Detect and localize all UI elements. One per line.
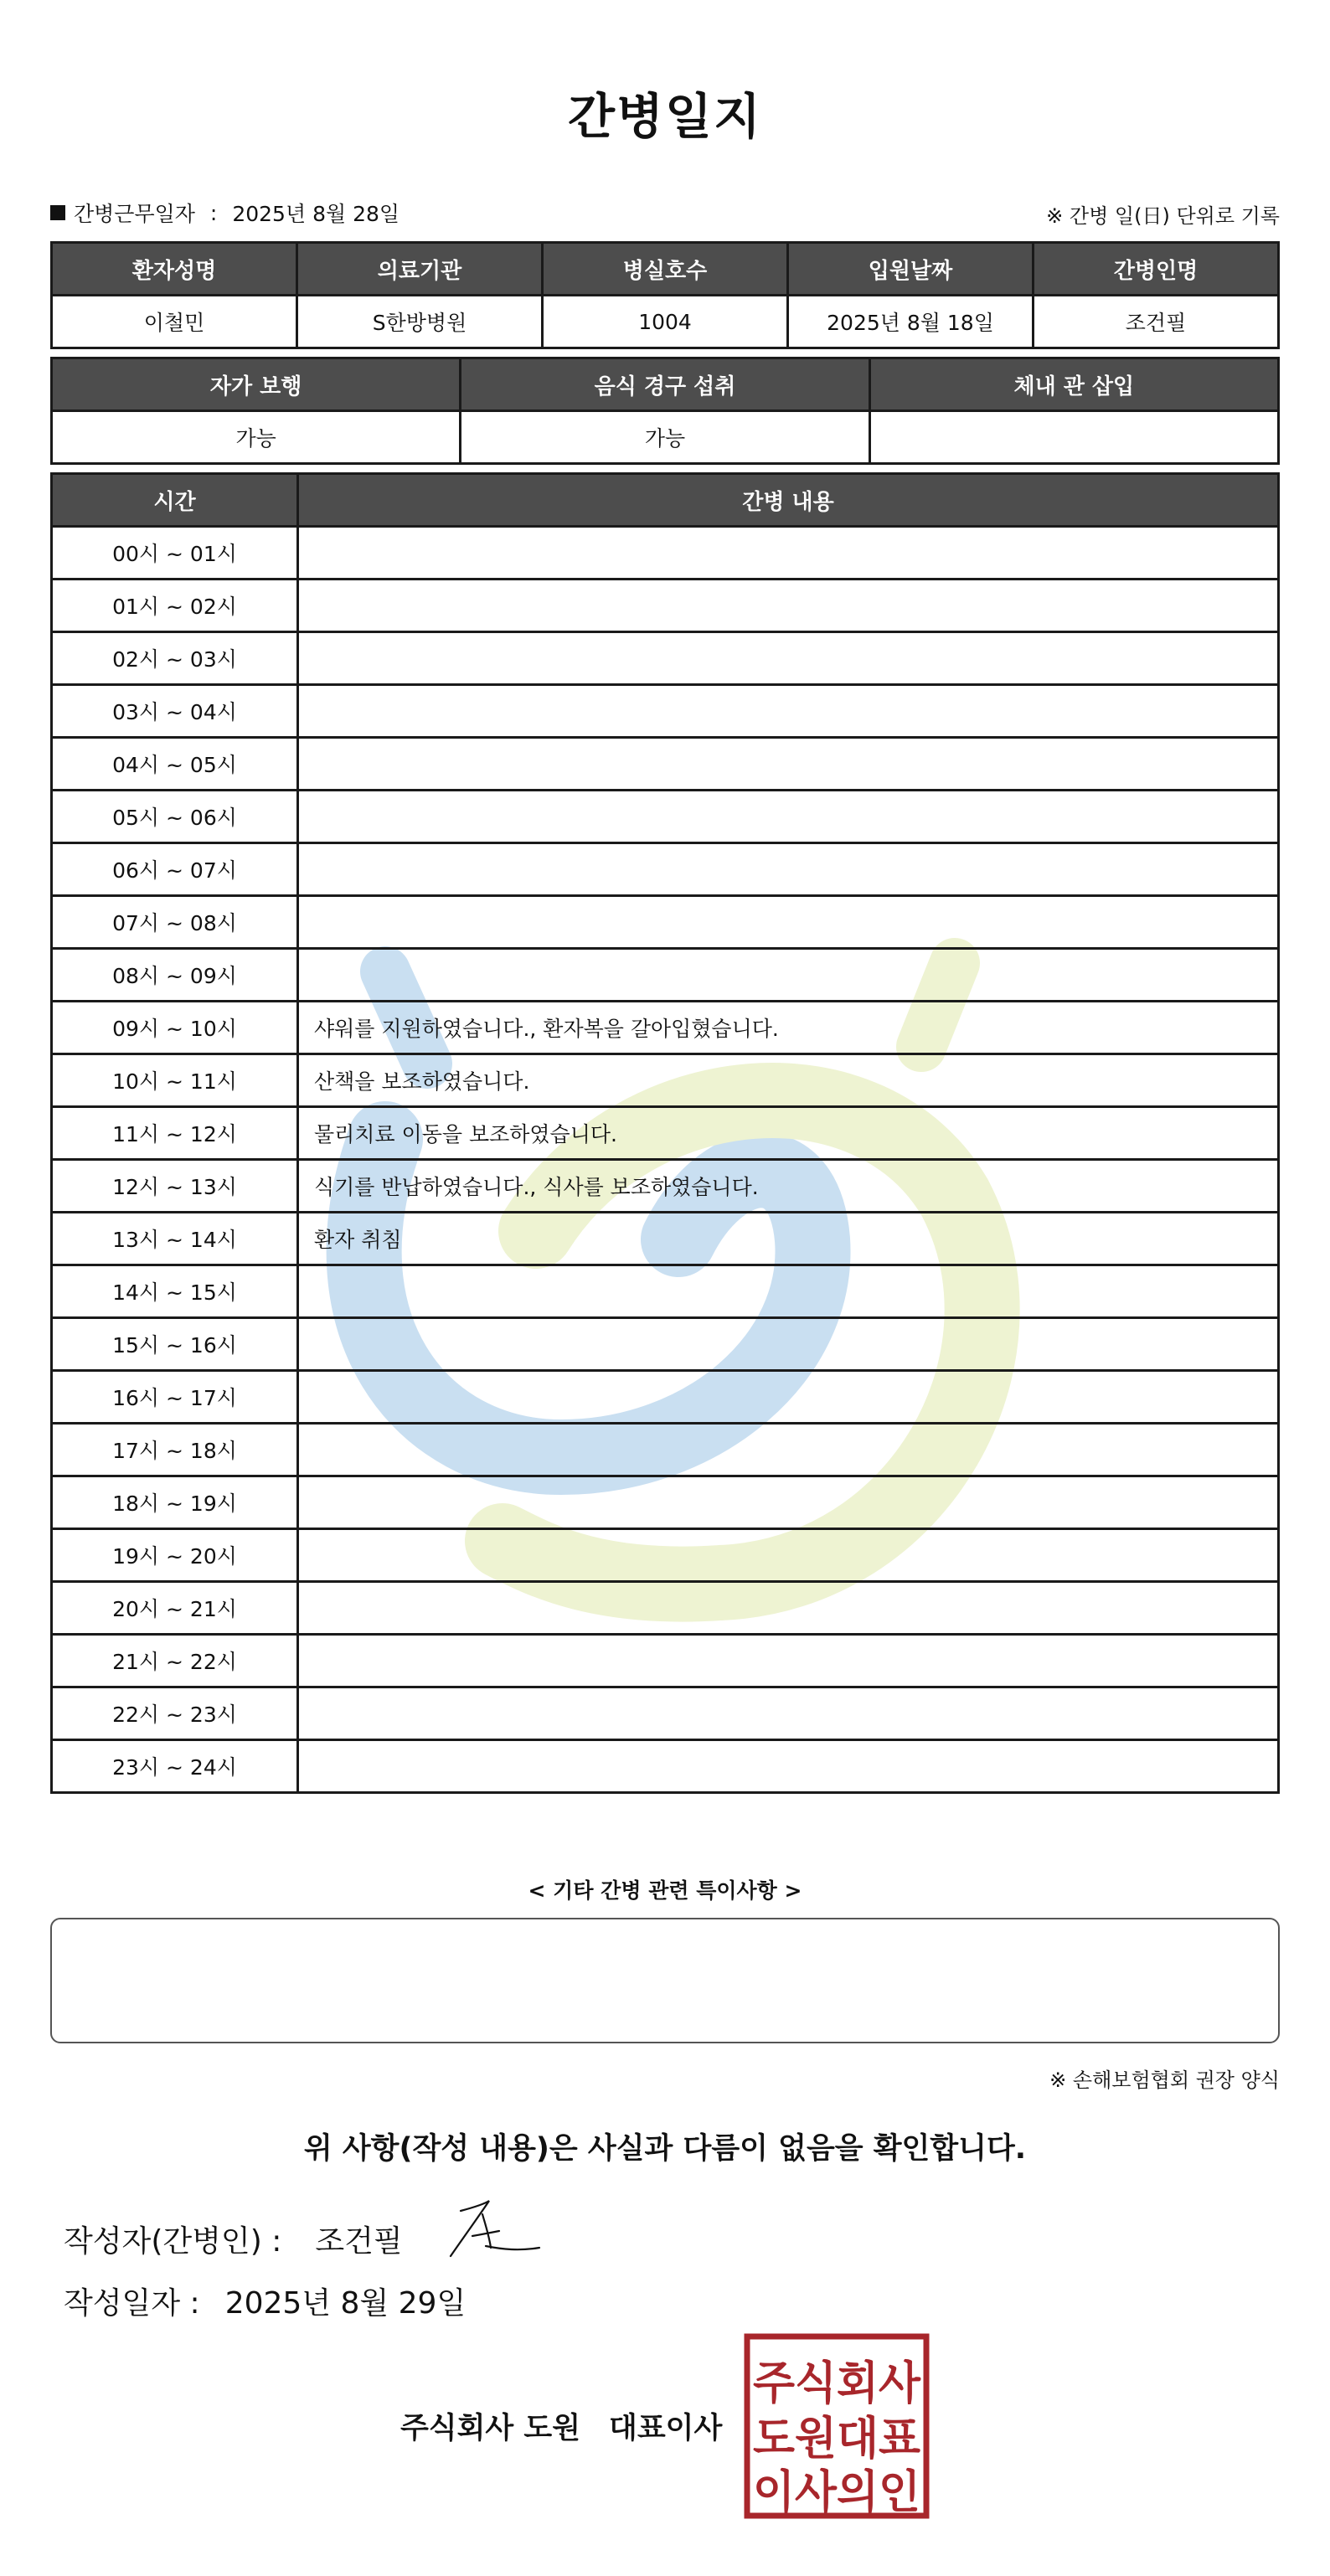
care-log-row bbox=[52, 685, 1279, 738]
care-log-row bbox=[52, 1371, 1279, 1424]
time-slot: 01시 ~ 02시 bbox=[52, 580, 298, 632]
company-name: 주식회사 도원 bbox=[400, 2412, 581, 2445]
writer-label: 작성자(간병인) : bbox=[64, 2224, 282, 2259]
care-content bbox=[298, 949, 1279, 1002]
care-log-row bbox=[52, 1054, 1279, 1107]
work-date-value: 2025년 8월 28일 bbox=[232, 202, 400, 226]
patient-info-table bbox=[50, 241, 1280, 349]
written-date-value: 2025년 8월 29일 bbox=[224, 2286, 467, 2321]
time-slot: 03시 ~ 04시 bbox=[52, 685, 298, 738]
time-slot: 16시 ~ 17시 bbox=[52, 1371, 298, 1424]
time-slot: 09시 ~ 10시 bbox=[52, 1002, 298, 1054]
care-content bbox=[298, 1687, 1279, 1740]
work-date bbox=[50, 198, 400, 228]
care-content: 환자 취침 bbox=[298, 1213, 1279, 1265]
time-slot: 14시 ~ 15시 bbox=[52, 1265, 298, 1318]
care-content bbox=[298, 896, 1279, 949]
room-number: 1004 bbox=[543, 296, 788, 348]
time-slot: 00시 ~ 01시 bbox=[52, 527, 298, 580]
work-date-separator: : bbox=[209, 200, 218, 225]
seal-line-1: 주식회사 bbox=[753, 2357, 921, 2409]
care-content bbox=[298, 738, 1279, 791]
hospital-name: S한방병원 bbox=[297, 296, 543, 348]
time-slot: 05시 ~ 06시 bbox=[52, 791, 298, 843]
care-content bbox=[298, 1582, 1279, 1635]
care-log-header-row bbox=[52, 474, 1279, 527]
patient-info-header-row bbox=[52, 243, 1279, 296]
time-slot: 02시 ~ 03시 bbox=[52, 632, 298, 685]
time-slot: 08시 ~ 09시 bbox=[52, 949, 298, 1002]
header-tube-insertion: 체내 관 삽입 bbox=[869, 358, 1278, 411]
care-log-row bbox=[52, 1582, 1279, 1635]
header-patient-name: 환자성명 bbox=[52, 243, 297, 296]
time-slot: 21시 ~ 22시 bbox=[52, 1635, 298, 1687]
care-log-row bbox=[52, 1002, 1279, 1054]
care-log-row bbox=[52, 1529, 1279, 1582]
care-log-table bbox=[50, 472, 1280, 1794]
care-log-row bbox=[52, 580, 1279, 632]
record-note: ※ 간병 일(日) 단위로 기록 bbox=[1046, 204, 1280, 228]
care-log-row bbox=[52, 896, 1279, 949]
admission-date: 2025년 8월 18일 bbox=[788, 296, 1034, 348]
header-hospital: 의료기관 bbox=[297, 243, 543, 296]
care-log-row bbox=[52, 1160, 1279, 1213]
seal-line-2: 도원대표 bbox=[753, 2412, 920, 2465]
care-content bbox=[298, 1740, 1279, 1793]
care-content bbox=[298, 1635, 1279, 1687]
confirmation-statement: 위 사항(작성 내용)은 사실과 다름이 없음을 확인합니다. bbox=[303, 2132, 1027, 2166]
care-log-row bbox=[52, 843, 1279, 896]
time-slot: 19시 ~ 20시 bbox=[52, 1529, 298, 1582]
care-content bbox=[298, 843, 1279, 896]
care-log-row bbox=[52, 1635, 1279, 1687]
care-content bbox=[298, 527, 1279, 580]
time-slot: 18시 ~ 19시 bbox=[52, 1476, 298, 1529]
care-log-row bbox=[52, 527, 1279, 580]
self-walking-value: 가능 bbox=[52, 411, 461, 464]
care-content: 샤워를 지원하였습니다., 환자복을 갈아입혔습니다. bbox=[298, 1002, 1279, 1054]
header-oral-intake: 음식 경구 섭취 bbox=[461, 358, 869, 411]
care-content: 산책을 보조하였습니다. bbox=[298, 1054, 1279, 1107]
patient-info-value-row bbox=[52, 296, 1279, 348]
care-content bbox=[298, 1529, 1279, 1582]
time-slot: 22시 ~ 23시 bbox=[52, 1687, 298, 1740]
writer-name: 조건필 bbox=[315, 2224, 403, 2259]
care-log-row bbox=[52, 1687, 1279, 1740]
care-log-row bbox=[52, 1213, 1279, 1265]
time-slot: 11시 ~ 12시 bbox=[52, 1107, 298, 1160]
handwritten-signature bbox=[436, 2192, 544, 2268]
time-slot: 07시 ~ 08시 bbox=[52, 896, 298, 949]
care-content bbox=[298, 1476, 1279, 1529]
time-slot: 20시 ~ 21시 bbox=[52, 1582, 298, 1635]
special-notes-title: < 기타 간병 관련 특이사항 > bbox=[528, 1878, 802, 1903]
care-log-row bbox=[52, 1107, 1279, 1160]
association-note: ※ 손해보험협회 권장 양식 bbox=[1049, 2069, 1280, 2092]
care-content bbox=[298, 685, 1279, 738]
work-date-label: 간병근무일자 bbox=[74, 202, 195, 226]
care-log-row bbox=[52, 738, 1279, 791]
time-slot: 17시 ~ 18시 bbox=[52, 1424, 298, 1476]
care-content bbox=[298, 580, 1279, 632]
header-caregiver: 간병인명 bbox=[1034, 243, 1279, 296]
care-content bbox=[298, 1424, 1279, 1476]
header-admission-date: 입원날짜 bbox=[788, 243, 1034, 296]
written-date-label: 작성일자 : bbox=[64, 2286, 200, 2321]
time-slot: 23시 ~ 24시 bbox=[52, 1740, 298, 1793]
tube-insertion-value bbox=[869, 411, 1278, 464]
time-slot: 12시 ~ 13시 bbox=[52, 1160, 298, 1213]
care-log-row bbox=[52, 791, 1279, 843]
care-log-row bbox=[52, 1265, 1279, 1318]
care-log-row bbox=[52, 1476, 1279, 1529]
status-value-row bbox=[52, 411, 1279, 464]
time-slot: 13시 ~ 14시 bbox=[52, 1213, 298, 1265]
patient-status-table bbox=[50, 357, 1280, 465]
header-self-walking: 자가 보행 bbox=[52, 358, 461, 411]
header-room: 병실호수 bbox=[543, 243, 788, 296]
document-title: 간병일지 bbox=[567, 88, 763, 145]
care-content bbox=[298, 791, 1279, 843]
patient-name: 이철민 bbox=[52, 296, 297, 348]
care-content bbox=[298, 632, 1279, 685]
care-log-row bbox=[52, 632, 1279, 685]
care-content bbox=[298, 1318, 1279, 1371]
company-representative: 대표이사 bbox=[609, 2412, 723, 2445]
care-content: 식기를 반납하였습니다., 식사를 보조하였습니다. bbox=[298, 1160, 1279, 1213]
care-content bbox=[298, 1371, 1279, 1424]
square-bullet-icon bbox=[50, 205, 65, 220]
company-line bbox=[400, 2405, 722, 2447]
header-care-content: 간병 내용 bbox=[298, 474, 1279, 527]
time-slot: 15시 ~ 16시 bbox=[52, 1318, 298, 1371]
special-notes-box bbox=[50, 1918, 1280, 2043]
oral-intake-value: 가능 bbox=[461, 411, 869, 464]
seal-line-3: 이사의인 bbox=[753, 2465, 920, 2518]
header-time: 시간 bbox=[52, 474, 298, 527]
care-log-row bbox=[52, 1424, 1279, 1476]
care-log-row bbox=[52, 1740, 1279, 1793]
caregiver-name: 조건필 bbox=[1034, 296, 1279, 348]
time-slot: 10시 ~ 11시 bbox=[52, 1054, 298, 1107]
care-log-row bbox=[52, 1318, 1279, 1371]
care-log-row bbox=[52, 949, 1279, 1002]
time-slot: 04시 ~ 05시 bbox=[52, 738, 298, 791]
company-seal bbox=[744, 2333, 930, 2519]
writer-line bbox=[64, 2218, 403, 2260]
care-content bbox=[298, 1265, 1279, 1318]
care-content: 물리치료 이동을 보조하였습니다. bbox=[298, 1107, 1279, 1160]
status-header-row bbox=[52, 358, 1279, 411]
time-slot: 06시 ~ 07시 bbox=[52, 843, 298, 896]
written-date-line bbox=[64, 2280, 466, 2322]
